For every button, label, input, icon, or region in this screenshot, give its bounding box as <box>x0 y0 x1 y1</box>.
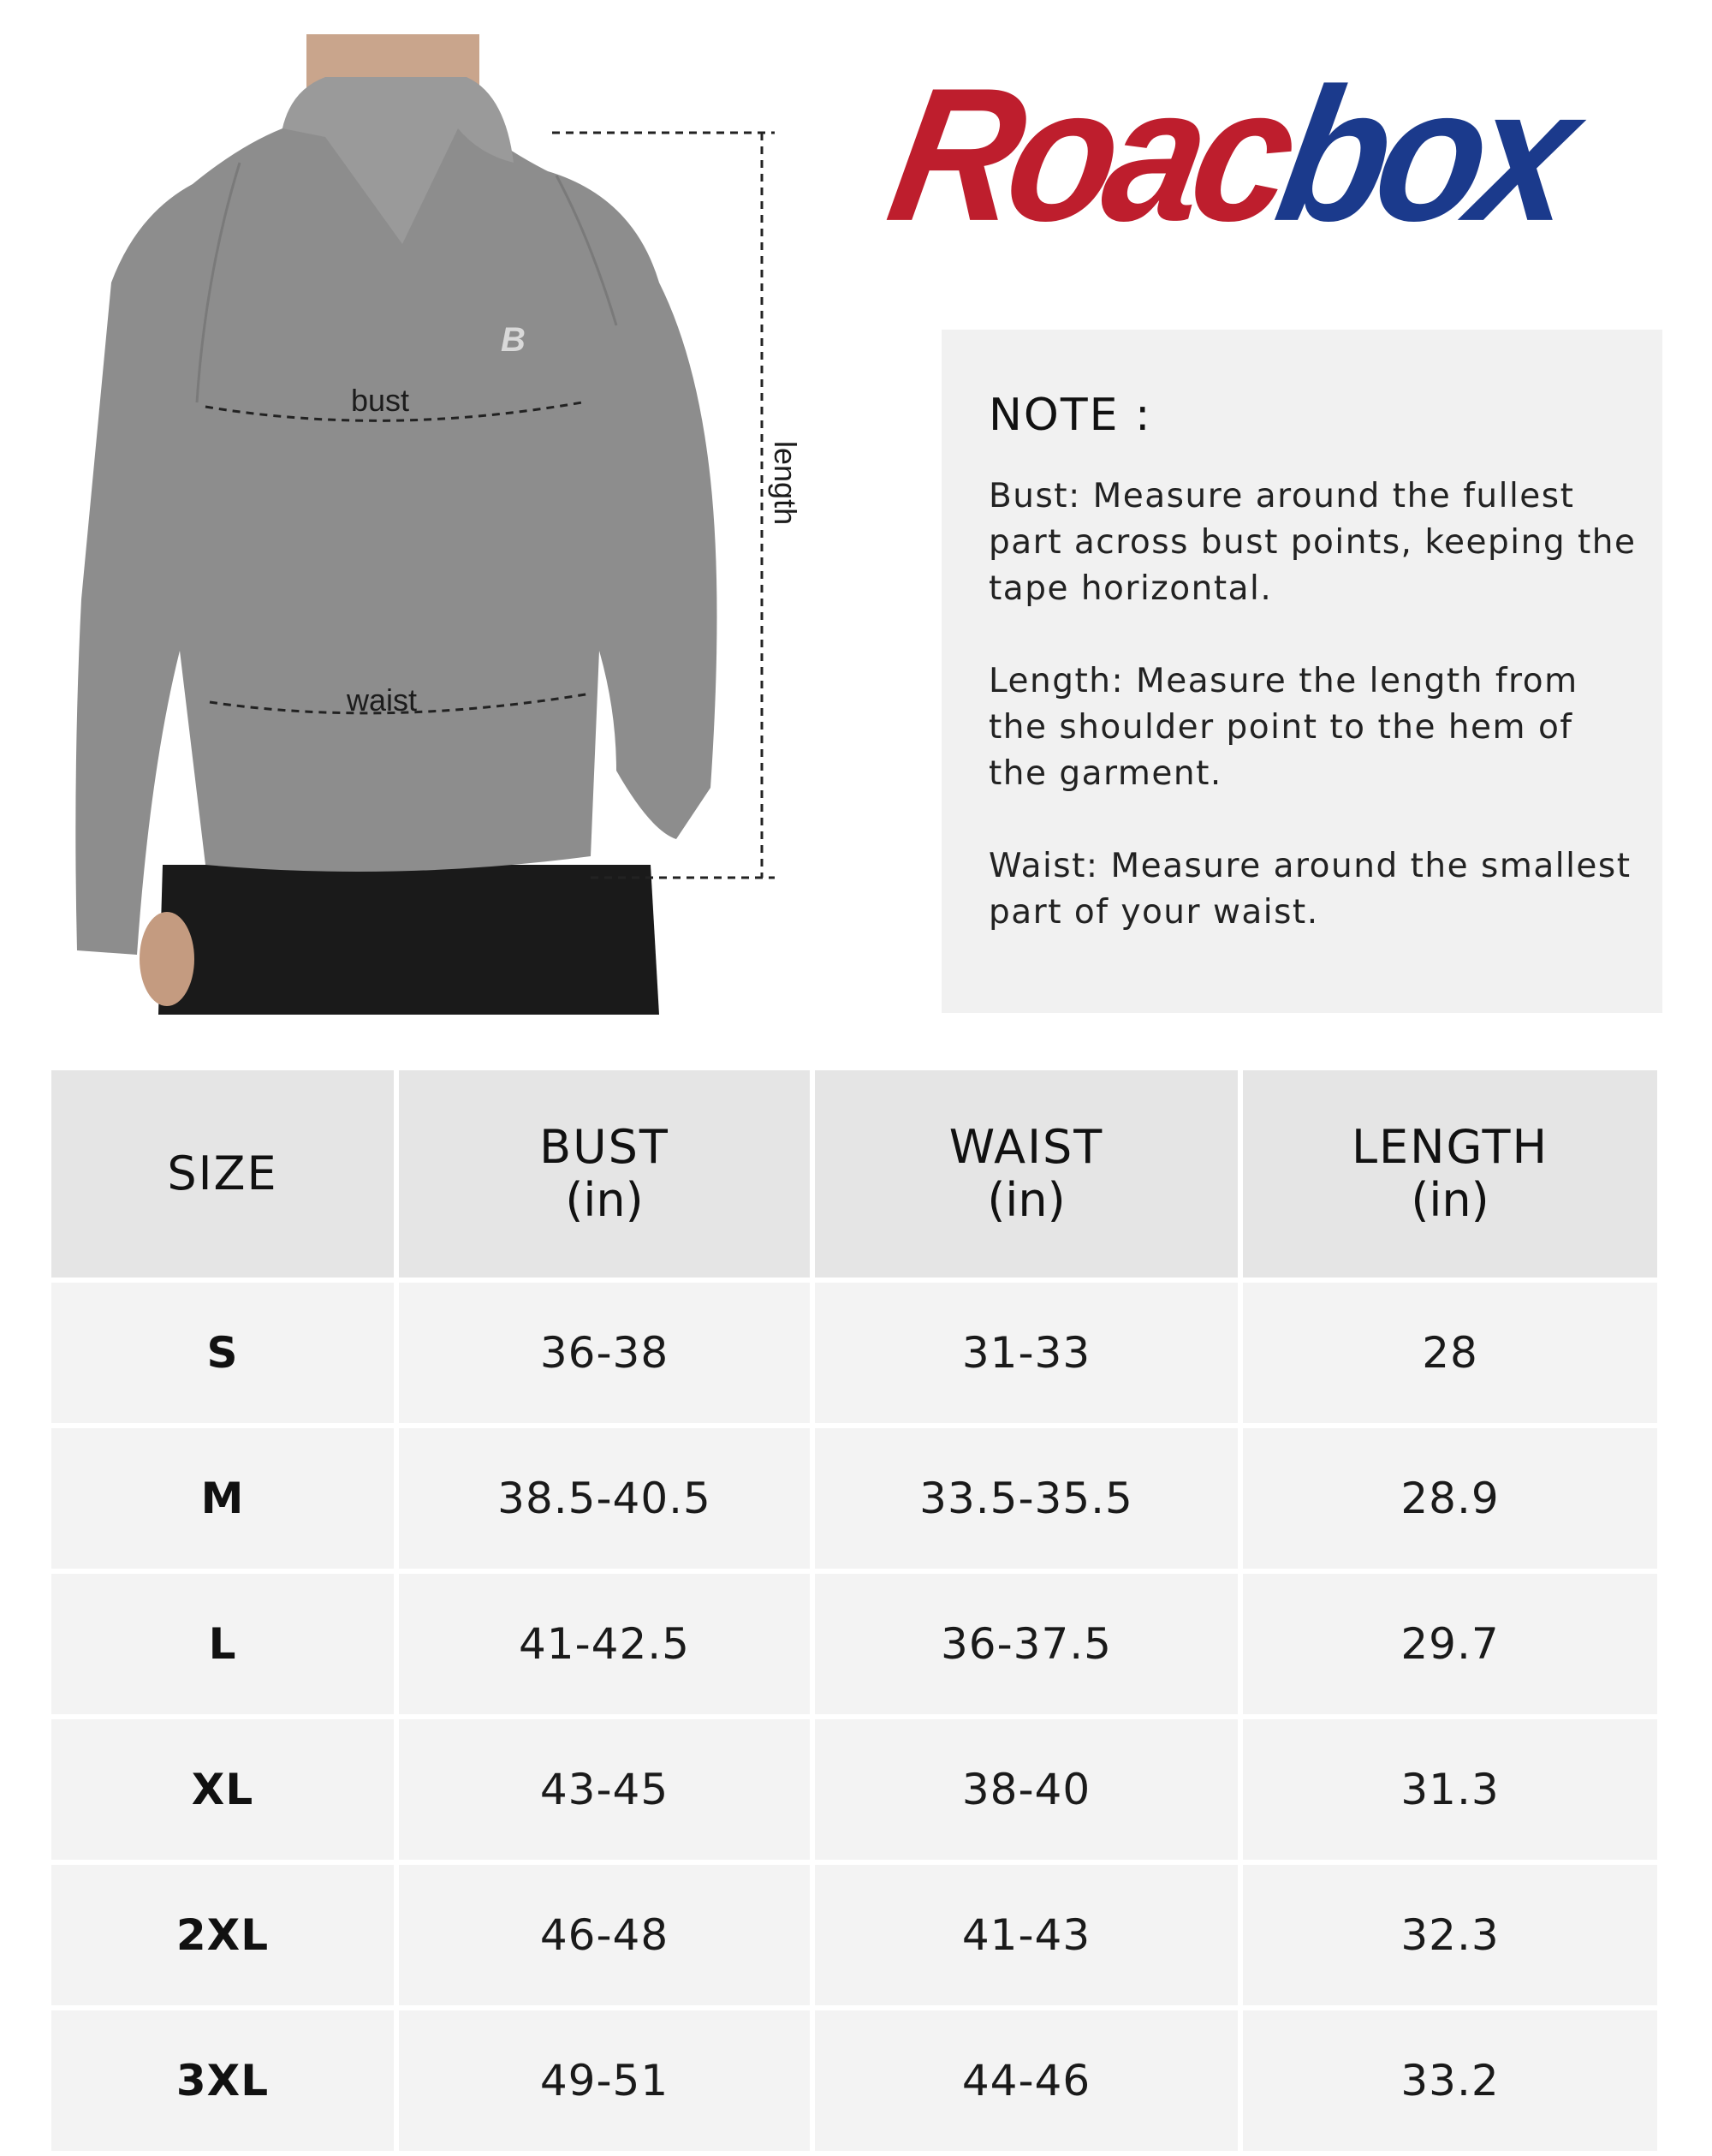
length-cell: 32.3 <box>1243 1865 1657 2005</box>
waist-cell: 41-43 <box>815 1865 1238 2005</box>
bust-cell: 49-51 <box>399 2010 810 2151</box>
note-bust: Bust: Measure around the fullest part across bust points, keeping the tape horizontal. <box>989 477 1637 608</box>
header-bust-label: BUST <box>539 1120 669 1174</box>
size-cell: XL <box>51 1719 394 1860</box>
table-row <box>51 1283 1657 1423</box>
waist-label: waist <box>347 682 418 718</box>
waist-cell: 31-33 <box>815 1283 1238 1423</box>
length-cell: 33.2 <box>1243 2010 1657 2151</box>
table-row <box>51 1428 1657 1569</box>
bust-cell: 43-45 <box>399 1719 810 1860</box>
waist-cell: 33.5-35.5 <box>815 1428 1238 1569</box>
table-row <box>51 1865 1657 2005</box>
header-length <box>1243 1070 1657 1278</box>
waist-cell: 38-40 <box>815 1719 1238 1860</box>
size-cell: 2XL <box>51 1865 394 2005</box>
header-waist-label: WAIST <box>948 1120 1104 1174</box>
size-cell: 3XL <box>51 2010 394 2151</box>
waist-cell: 36-37.5 <box>815 1574 1238 1714</box>
header-size <box>51 1070 394 1278</box>
model-pants <box>158 865 659 1015</box>
size-chart-table <box>46 1065 1662 2156</box>
length-cell: 28 <box>1243 1283 1657 1423</box>
header-length-unit: (in) <box>1411 1173 1489 1227</box>
brand-logo-part2: box <box>1263 49 1584 261</box>
shirt-chest-logo-icon: B <box>501 321 526 359</box>
brand-logo-part1: Roac <box>876 49 1302 261</box>
bust-cell: 41-42.5 <box>399 1574 810 1714</box>
length-label: length <box>768 441 803 526</box>
header-waist-unit: (in) <box>987 1173 1066 1227</box>
waist-cell: 44-46 <box>815 2010 1238 2151</box>
product-illustration <box>0 0 822 1027</box>
bust-label: bust <box>351 383 410 418</box>
header-waist <box>815 1070 1238 1278</box>
size-cell: S <box>51 1283 394 1423</box>
size-cell: M <box>51 1428 394 1569</box>
header-bust <box>399 1070 810 1278</box>
model-left-hand <box>140 912 194 1006</box>
bust-cell: 36-38 <box>399 1283 810 1423</box>
size-cell: L <box>51 1574 394 1714</box>
table-row <box>51 1574 1657 1714</box>
header-size-label: SIZE <box>167 1146 278 1200</box>
length-cell: 29.7 <box>1243 1574 1657 1714</box>
bust-cell: 38.5-40.5 <box>399 1428 810 1569</box>
note-waist: Waist: Measure around the smallest part of your waist. <box>989 847 1632 932</box>
table-row <box>51 2010 1657 2151</box>
bust-cell: 46-48 <box>399 1865 810 2005</box>
table-header-row <box>51 1070 1657 1278</box>
length-cell: 31.3 <box>1243 1719 1657 1860</box>
note-panel <box>942 330 1662 1013</box>
brand-logo <box>876 49 1584 261</box>
note-length: Length: Measure the length from the shoulder point to the hem of the garment. <box>989 662 1578 793</box>
note-title: NOTE : <box>989 390 1152 441</box>
header-length-label: LENGTH <box>1351 1120 1549 1174</box>
length-cell: 28.9 <box>1243 1428 1657 1569</box>
table-row <box>51 1719 1657 1860</box>
header-bust-unit: (in) <box>565 1173 644 1227</box>
